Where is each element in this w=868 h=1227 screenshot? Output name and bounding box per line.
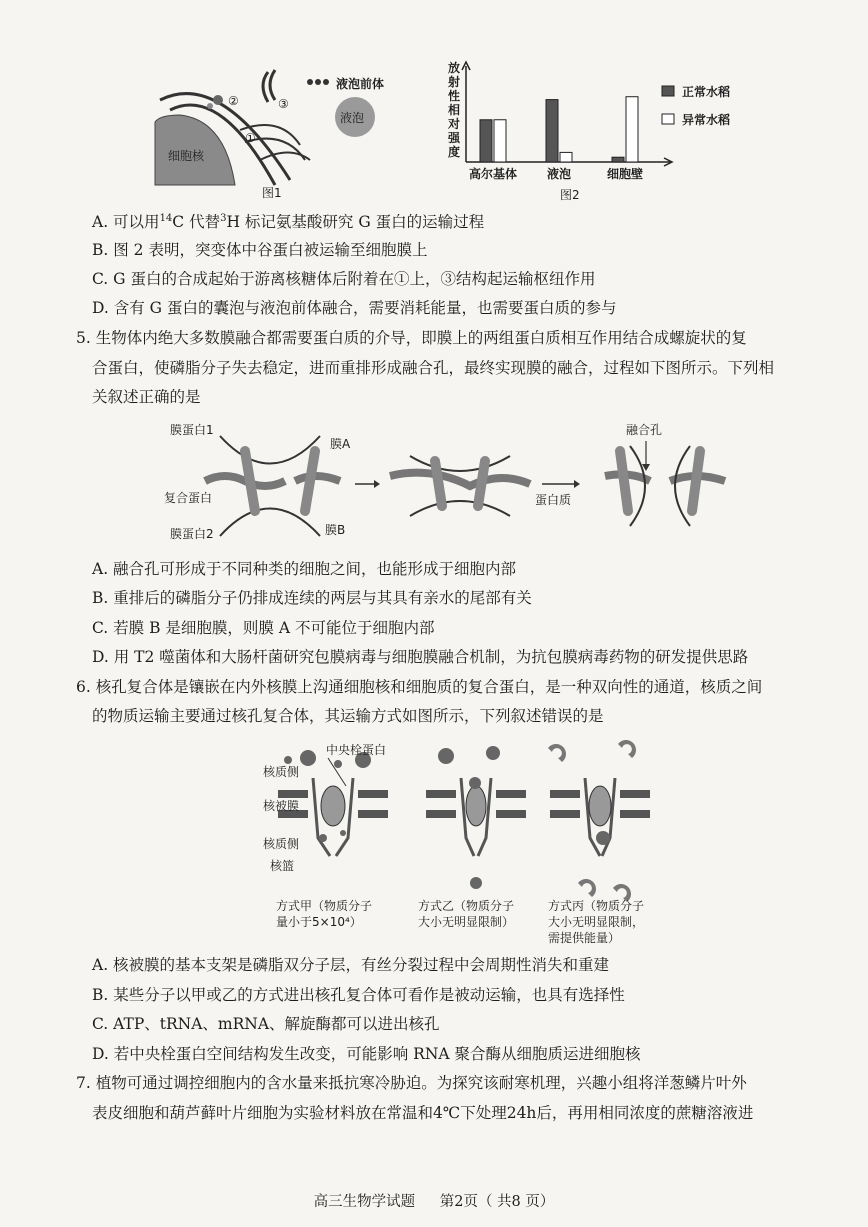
label-fusion-pore: 融合孔	[626, 423, 663, 437]
q6-option-b: B. 某些分子以甲或乙的方式进出核孔复合体可看作是被动运输，也具有选择性	[92, 986, 625, 1004]
mode-b-line-2: 大小无明显限制）	[418, 915, 515, 929]
legend-swatch-abnormal	[662, 114, 674, 124]
q5-option-c: C. 若膜 B 是细胞膜，则膜 A 不可能位于细胞内部	[92, 619, 435, 637]
fig1-caption: 图1	[262, 186, 282, 200]
label-nucleoplasm-side-bottom: 核质侧	[263, 837, 300, 851]
q6-stem-line-2: 的物质运输主要通过核孔复合体，其运输方式如图所示，下列叙述错误的是	[92, 707, 604, 725]
q6-option-c: C. ATP、tRNA、mRNA、解旋酶都可以进出核孔	[92, 1015, 440, 1033]
fig2-ylabel-char: 度	[448, 145, 461, 159]
fig2-ylabel-char: 射	[448, 75, 461, 89]
label-nuclear-envelope: 核被膜	[263, 799, 300, 813]
figure-1-diagram	[150, 60, 410, 200]
fig1-marker-2: ②	[228, 94, 239, 108]
bar-abnormal-2	[626, 97, 638, 162]
fig2-ylabel-char: 对	[448, 117, 461, 131]
mode-c-line-2: 大小无明显限制，	[548, 915, 645, 929]
fig2-ylabel-char: 强	[448, 131, 461, 145]
footer-subject: 高三生物学试题	[313, 1194, 416, 1210]
mode-c-line-1: 方式丙（物质分子	[548, 899, 645, 913]
bar-normal-1	[546, 100, 558, 162]
q4-option-d: D. 含有 G 蛋白的囊泡与液泡前体融合，需要消耗能量，也需要蛋白质的参与	[92, 299, 617, 317]
label-membrane-b: 膜B	[325, 523, 346, 537]
figure-2-chart	[440, 58, 760, 208]
q5-option-d: D. 用 T2 噬菌体和大肠杆菌研究包膜病毒与细胞膜融合机制，为抗包膜病毒药物的研发提供思路	[92, 648, 749, 666]
fig2-ylabel	[447, 60, 461, 159]
q4-option-b: B. 图 2 表明，突变体中谷蛋白被运输至细胞膜上	[92, 241, 428, 259]
footer-page-number: 第2页（ 共8 页）	[439, 1194, 555, 1210]
bar-abnormal-0	[494, 120, 506, 162]
q4-option-c: C. G 蛋白的合成起始于游离核糖体后附着在①上，③结构起运输枢纽作用	[92, 270, 596, 288]
fig2-category-label-1: 液泡	[546, 167, 572, 181]
fig2-category-label-0: 高尔基体	[468, 167, 518, 181]
q5-stem-line-1: 5. 生物体内绝大多数膜融合都需要蛋白质的介导，即膜上的两组蛋白质相互作用结合成螺旋状的复	[76, 329, 747, 347]
label-nuclear-basket: 核篮	[270, 859, 295, 873]
mode-c-line-3: 需提供能量）	[548, 931, 621, 945]
q6-option-a: A. 核被膜的基本支架是磷脂双分子层，有丝分裂过程中会周期性消失和重建	[92, 956, 610, 974]
q6-nuclear-pore-diagram	[218, 738, 678, 950]
q5-option-a: A. 融合孔可形成于不同种类的细胞之间，也能形成于细胞内部	[92, 560, 517, 578]
mode-a-line-2: 量小于5×10⁴）	[276, 915, 362, 929]
fig1-marker-1: ①	[245, 131, 256, 145]
q5-stem-line-3: 关叙述正确的是	[92, 388, 201, 406]
fig2-ylabel-char: 相	[448, 103, 461, 117]
legend-swatch-normal	[662, 86, 674, 96]
q6-stem-line-1: 6. 核孔复合体是镶嵌在内外核膜上沟通细胞核和细胞质的复合蛋白，是一种双向性的通道，核质之间	[76, 678, 763, 696]
fig2-ylabel-char: 放	[448, 61, 461, 75]
fig2-caption: 图2	[560, 188, 580, 202]
label-nucleoplasm-side-top: 核质侧	[263, 765, 300, 779]
fig1-marker-3: ③	[278, 97, 289, 111]
q4-option-a: A. 可以用$^{14}$C 代替$^3$H 标记氨基酸研究 G 蛋白的运输过程	[92, 212, 485, 231]
label-central-plug: 中央栓蛋白	[326, 743, 387, 757]
q5-fusion-diagram	[150, 416, 750, 551]
label-membrane-protein-1: 膜蛋白1	[170, 423, 214, 437]
fig1-precursor-label: 液泡前体	[336, 77, 385, 91]
bar-normal-0	[480, 120, 492, 162]
label-complex-protein: 复合蛋白	[164, 491, 213, 505]
fig2-ylabel-char: 性	[448, 89, 461, 103]
q6-option-d: D. 若中央栓蛋白空间结构发生改变，可能影响 RNA 聚合酶从细胞质运进细胞核	[92, 1045, 641, 1063]
q7-stem-line-2: 表皮细胞和葫芦藓叶片细胞为实验材料放在常温和4℃下处理24h后，再用相同浓度的蔗糖溶液进	[92, 1104, 754, 1122]
mode-b-line-1: 方式乙（物质分子	[418, 899, 515, 913]
q5-option-b: B. 重排后的磷脂分子仍排成连续的两层与其具有亲水的尾部有关	[92, 589, 532, 607]
fig2-category-label-2: 细胞壁	[606, 167, 644, 181]
fig1-nucleus-label: 细胞核	[168, 149, 205, 163]
legend-abnormal: 异常水稻	[682, 113, 731, 127]
fig1-vacuole-label: 液泡	[340, 111, 365, 125]
mode-a-line-1: 方式甲（物质分子	[276, 899, 373, 913]
legend-normal: 正常水稻	[682, 85, 731, 99]
q5-stem-line-2: 合蛋白，使磷脂分子失去稳定，进而重排形成融合孔，最终实现膜的融合，过程如下图所示。下列相	[92, 359, 775, 377]
label-protein: 蛋白质	[535, 493, 572, 507]
label-membrane-protein-2: 膜蛋白2	[170, 527, 214, 541]
q7-stem-line-1: 7. 植物可通过调控细胞内的含水量来抵抗寒冷胁迫。为探究该耐寒机理，兴趣小组将洋葱鳞片叶外	[76, 1074, 747, 1092]
page-footer	[0, 1190, 868, 1211]
bar-abnormal-1	[560, 152, 572, 162]
bar-normal-2	[612, 157, 624, 162]
label-membrane-a: 膜A	[330, 437, 351, 451]
